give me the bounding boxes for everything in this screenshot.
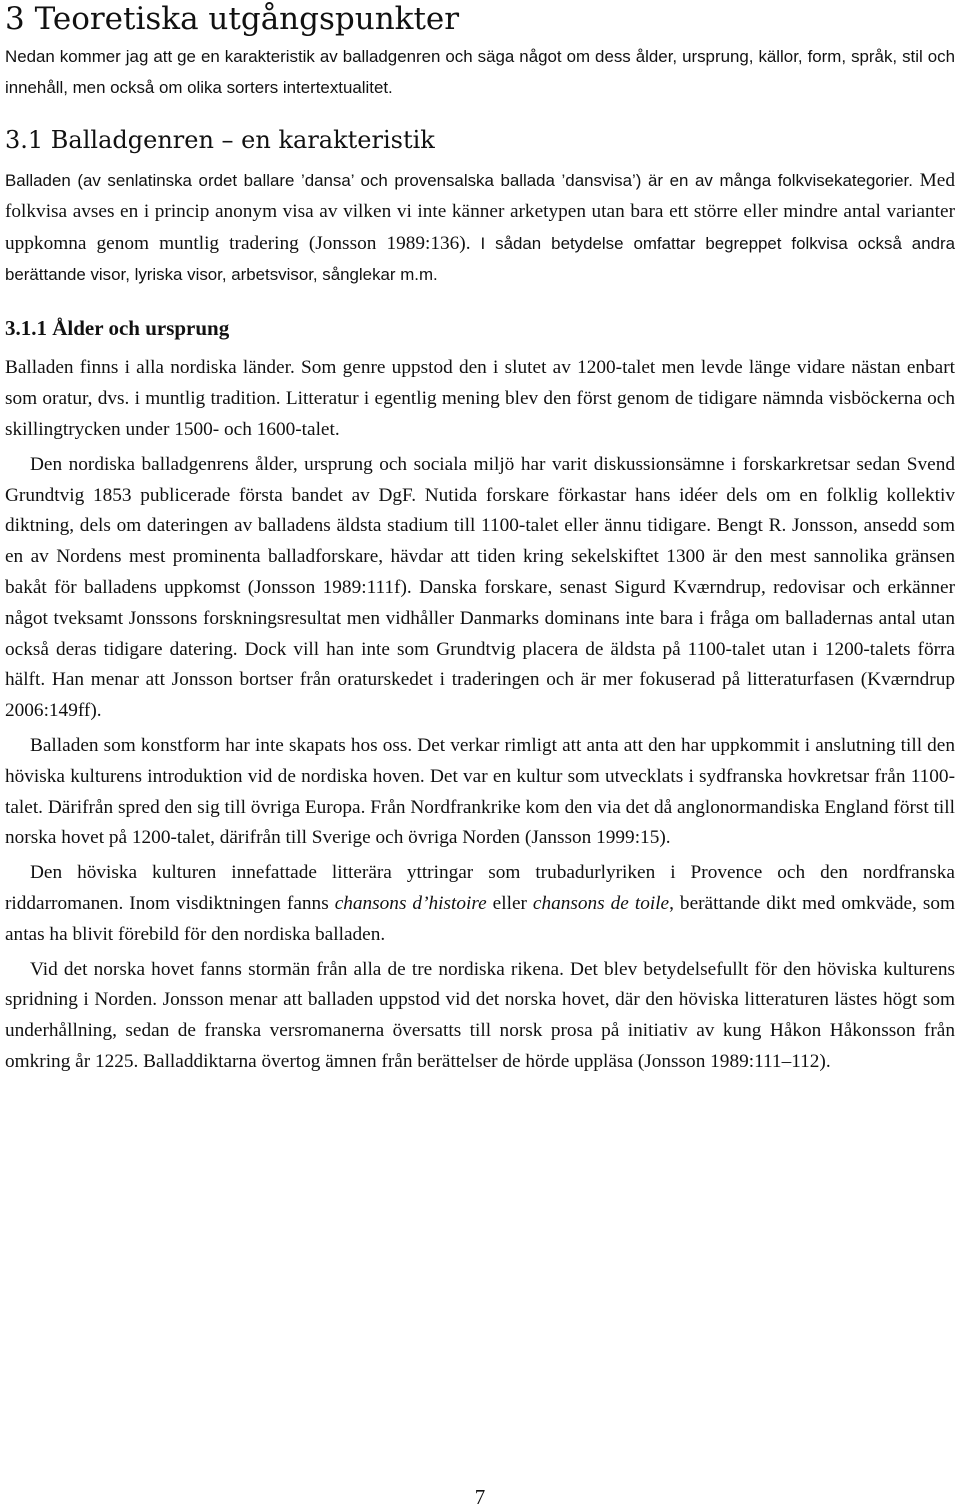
italic-term: chansons d’histoire bbox=[334, 892, 487, 914]
section-3-1-paragraph bbox=[5, 165, 955, 290]
paragraph-segment-sans: I sådan betydelse omfattar begreppet folkvisa också andra berättande visor, lyriska visor, arbetsvisor, sånglekar m.m. bbox=[5, 233, 956, 285]
subsection-heading-3-1-1: 3.1.1 Ålder och ursprung bbox=[5, 316, 230, 341]
paragraph-4 bbox=[5, 858, 955, 950]
chapter-heading: 3 Teoretiska utgångspunkter bbox=[5, 1, 460, 37]
paragraph-4-text: , berättande dikt med omkväde, som antas ha blivit förebild för den nordiska balladen. bbox=[5, 892, 955, 945]
intro-paragraph: Nedan kommer jag att ge en karakteristik av balladgenren och säga något om dess ålder, ursprung, källor, form, språk, stil och innehåll, men också om olika sorters intertextualitet. bbox=[5, 47, 955, 97]
paragraph-4-text: Den höviska kulturen innefattade litterära yttringar som trubadurlyriken i Provence och den nordfranska riddarromanen. Inom visdiktningen fanns bbox=[5, 862, 955, 914]
document-page bbox=[5, 0, 955, 1078]
paragraph-1: Balladen finns i alla nordiska länder. Som genre uppstod den i slutet av 1200-talet men levde länge vidare nästan enbart som oratur, dvs. i muntlig tradition. Litteratur i egentlig mening blev den först genom de tidigare nämnda visböckerna och skillingtrycken under 1500- och 1600-talet. bbox=[5, 357, 955, 440]
section-heading-3-1: 3.1 Balladgenren – en karakteristik bbox=[5, 126, 435, 154]
paragraph-2: Den nordiska balladgenrens ålder, ursprung och sociala miljö har varit diskussionsämne i forskarkretsar sedan Svend Grundtvig 1853 publicerade första bandet av DgF. Nutida forskare förkastar hans idéer dels om en folklig kollektiv diktning, dels om dateringen av balladens äldsta stadium till 1100-talet eller ännu tidigare. Bengt R. Jonsson, ansedd som en av Nordens mest prominenta balladforskare, hävdar att tiden kring sekelskiftet 1300 är den mest sannolika gränsen bakåt för balladens uppkomst (Jonsson 1989:111f). Danska forskare, senast Sigurd Kværndrup, redovisar och erkänner något tveksamt Jonssons forskningsresultat men vidhåller Danmarks dominans inte bara i fråga om balladernas antal utan också deras tidigare datering. Dock vill han inte som Grundtvig placera de äldsta på 1100-talet utan i 1200-talets förra hälft. Han menar att Jonsson bortser från oraturskedet i traderingen och är mer fokuserad på litteraturfasen (Kværndrup 2006:149ff). bbox=[5, 453, 955, 722]
italic-term: chansons de toile bbox=[532, 892, 670, 914]
paragraph-segment-sans: Balladen (av senlatinska ordet ballare ’dansa’ och provensalska ballada ’dansvisa’) är en av många folkvisekategorier. bbox=[5, 171, 913, 190]
paragraph-4-text: eller bbox=[486, 892, 533, 914]
paragraph-5: Vid det norska hovet fanns stormän från alla de tre nordiska rikena. Det blev betydelsefullt för den höviska kulturens spridning i Norden. Jonsson menar att balladen uppstod vid det norska hovet, där den höviska litteraturen lästes högt som underhållning, sedan de franska versromanerna översatts till norsk prosa på initiativ av kung Håkon Håkonsson från omkring år 1225. Balladdiktarna övertog ämnen från berättelser de hörde uppläsa (Jonsson 1989:111–112). bbox=[5, 958, 955, 1072]
paragraph-3: Balladen som konstform har inte skapats hos oss. Det verkar rimligt att anta att den har uppkommit i anslutning till den höviska kulturens introduktion vid de nordiska hoven. Det var en kultur som utvecklats i sydfranska hovkretsar från 1100-talet. Därifrån spred den sig till övriga Europa. Från Nordfrankrike kom den via det då anglonormandiska England först till norska hovet på 1200-talet, därifrån till Sverige och övriga Norden (Jansson 1999:15). bbox=[5, 734, 955, 849]
paragraph-segment-serif: Med folkvisa avses en i princip anonym visa av vilken vi inte känner arketypen utan bara ett större eller mindre antal varianter uppkomna genom muntlig tradering (Jonsson 1989:136). bbox=[5, 170, 955, 254]
page-number: 7 bbox=[474, 1485, 486, 1509]
